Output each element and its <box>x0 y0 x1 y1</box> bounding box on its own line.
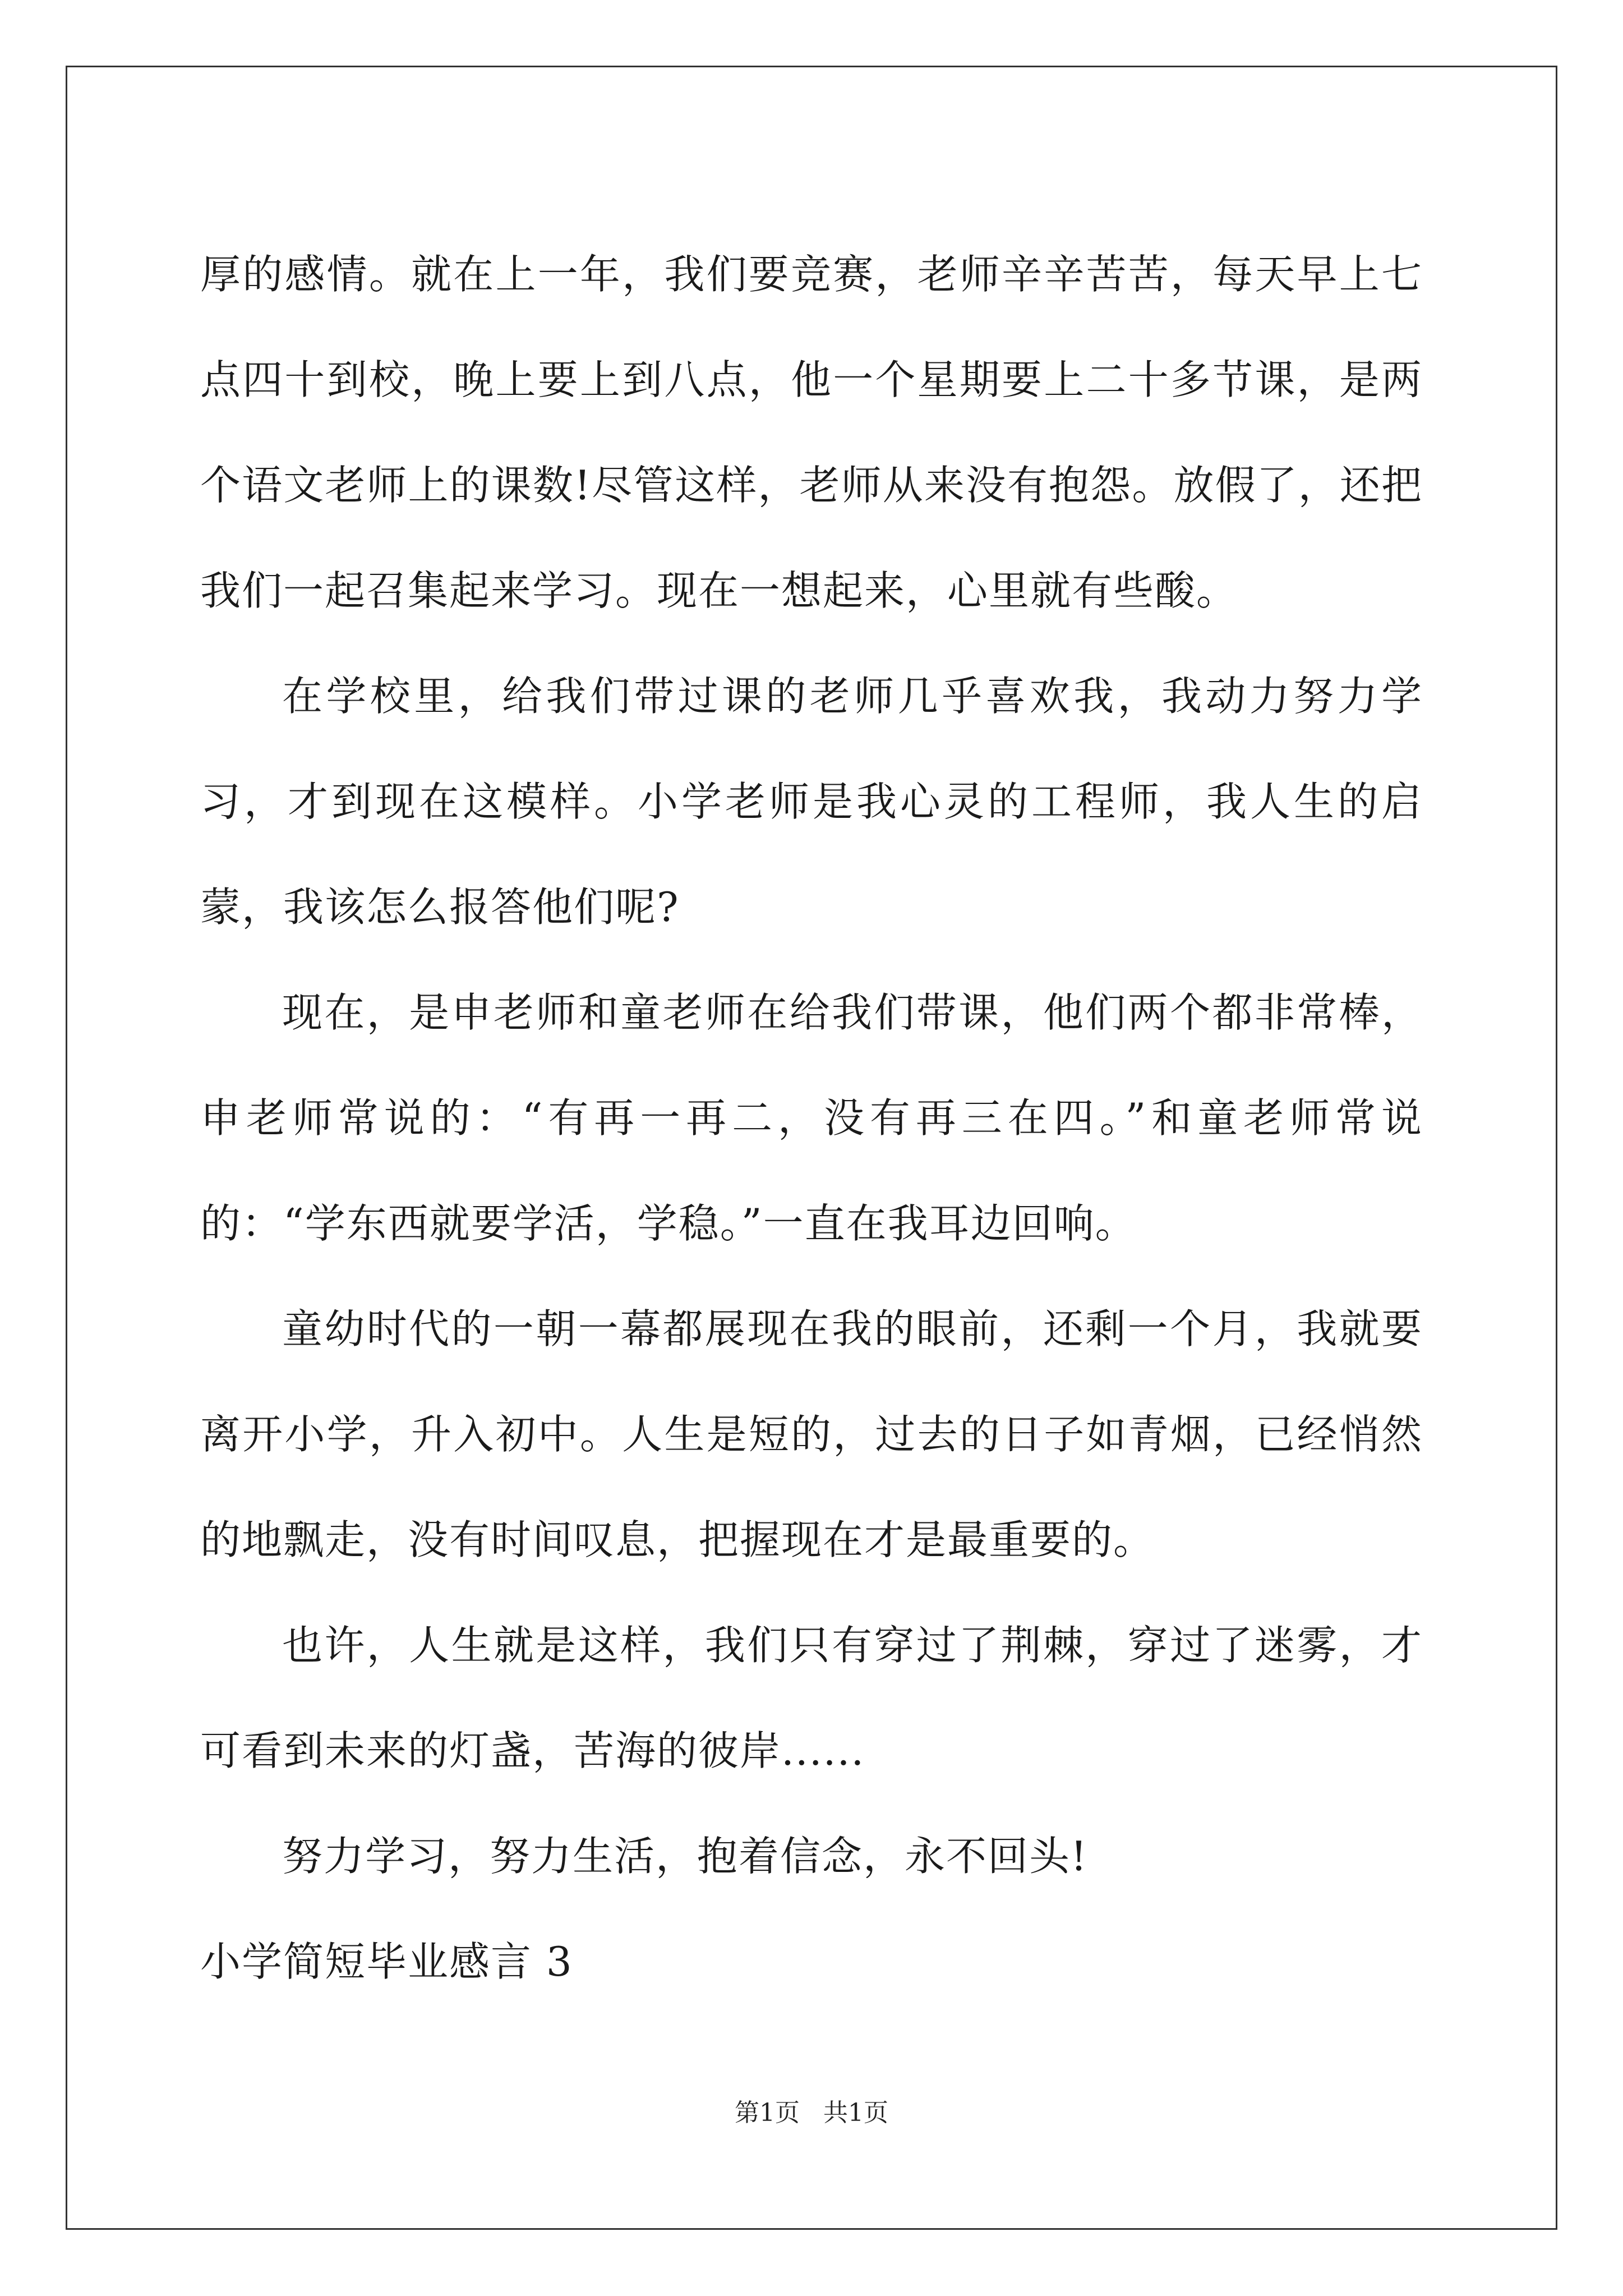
paragraph-3: 现在，是申老师和童老师在给我们带课，他们两个都非常棒，申老师常说的：“有再一再二，没有再三在四。”和童老师常说的：“学东西就要学活，学稳。”一直在我耳边回响。 <box>200 989 1423 1247</box>
paragraph-1: 厚的感情。就在上一年，我们要竞赛，老师辛辛苦苦，每天早上七点四十到校，晚上要上到八点，他一个星期要上二十多节课，是两个语文老师上的课数!尽管这样，老师从来没有抱怨。放假了，还把我们一起召集起来学习。现在一想起来，心里就有些酸。 <box>200 251 1423 614</box>
paragraph-2: 在学校里，给我们带过课的老师几乎喜欢我，我动力努力学习，才到现在这模样。小学老师是我心灵的工程师，我人生的启蒙，我该怎么报答他们呢? <box>200 673 1423 931</box>
paragraph-6: 努力学习，努力生活，抱着信念，永不回头! <box>282 1833 1088 1880</box>
section-heading: 小学简短毕业感言 3 <box>200 1938 573 1985</box>
paragraph-4: 童幼时代的一朝一幕都展现在我的眼前，还剩一个月，我就要离开小学，升入初中。人生是短的，过去的日子如青烟，已经悄然的地飘走，没有时间叹息，把握现在才是最重要的。 <box>200 1305 1423 1563</box>
page-number: 第1页 <box>735 2099 800 2127</box>
page-footer <box>0 2092 1623 2128</box>
page-total: 共1页 <box>823 2099 888 2127</box>
paragraph-5: 也许，人生就是这样，我们只有穿过了荆棘，穿过了迷雾，才可看到未来的灯盏，苦海的彼岸...... <box>200 1622 1423 1774</box>
document-body <box>200 222 1423 2014</box>
